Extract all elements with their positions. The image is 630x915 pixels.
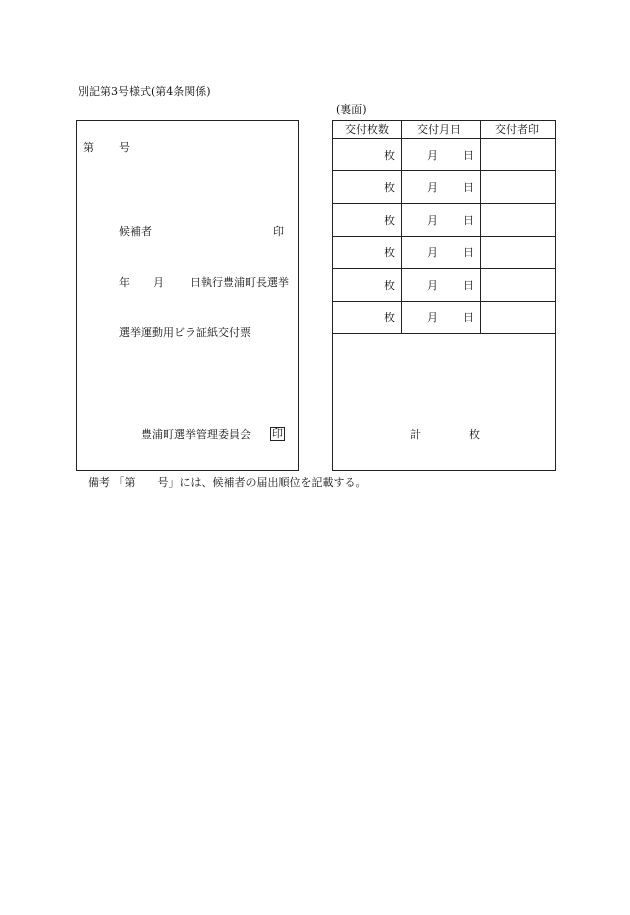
header-count: 交付枚数 bbox=[345, 123, 389, 136]
form-caption: 別記第3号様式(第4条関係) bbox=[78, 85, 211, 98]
issuance-table bbox=[332, 120, 556, 471]
remark-note: 備考 「第 号」には、候補者の届出順位を記載する。 bbox=[88, 476, 367, 489]
row-divider bbox=[333, 138, 555, 139]
number-prefix: 第 bbox=[83, 141, 94, 154]
row-divider bbox=[333, 301, 555, 302]
row-month-unit: 月 bbox=[427, 279, 438, 292]
row-month-unit: 月 bbox=[427, 246, 438, 259]
column-divider bbox=[401, 121, 402, 334]
row-day-unit: 日 bbox=[463, 149, 474, 162]
issuer-seal: 印 bbox=[272, 427, 283, 440]
row-day-unit: 日 bbox=[463, 246, 474, 259]
row-day-unit: 日 bbox=[463, 311, 474, 324]
row-count-unit: 枚 bbox=[384, 311, 395, 324]
ticket-front bbox=[76, 120, 299, 471]
number-suffix: 号 bbox=[119, 141, 130, 154]
total-unit: 枚 bbox=[469, 428, 480, 441]
row-count-unit: 枚 bbox=[384, 181, 395, 194]
row-day-unit: 日 bbox=[463, 214, 474, 227]
month-label: 月 bbox=[153, 276, 164, 289]
row-count-unit: 枚 bbox=[384, 246, 395, 259]
row-divider bbox=[333, 236, 555, 237]
election-text: 日執行豊浦町長選挙 bbox=[190, 276, 289, 289]
back-side-label: (裏面) bbox=[336, 103, 367, 116]
column-divider bbox=[480, 121, 481, 334]
row-count-unit: 枚 bbox=[384, 149, 395, 162]
row-divider bbox=[333, 333, 555, 334]
row-month-unit: 月 bbox=[427, 311, 438, 324]
row-divider bbox=[333, 268, 555, 269]
year-label: 年 bbox=[119, 276, 130, 289]
header-date: 交付月日 bbox=[417, 123, 461, 136]
row-month-unit: 月 bbox=[427, 149, 438, 162]
ticket-title: 選挙運動用ビラ証紙交付票 bbox=[119, 326, 251, 339]
total-label: 計 bbox=[410, 428, 421, 441]
candidate-seal-mark: 印 bbox=[273, 225, 284, 238]
row-count-unit: 枚 bbox=[384, 279, 395, 292]
row-divider bbox=[333, 170, 555, 171]
row-month-unit: 月 bbox=[427, 214, 438, 227]
row-day-unit: 日 bbox=[463, 279, 474, 292]
header-issuer-seal: 交付者印 bbox=[495, 123, 539, 136]
row-day-unit: 日 bbox=[463, 181, 474, 194]
row-count-unit: 枚 bbox=[384, 214, 395, 227]
issuer-name: 豊浦町選挙管理委員会 bbox=[141, 428, 251, 441]
row-divider bbox=[333, 203, 555, 204]
candidate-label: 候補者 bbox=[119, 225, 152, 238]
row-month-unit: 月 bbox=[427, 181, 438, 194]
